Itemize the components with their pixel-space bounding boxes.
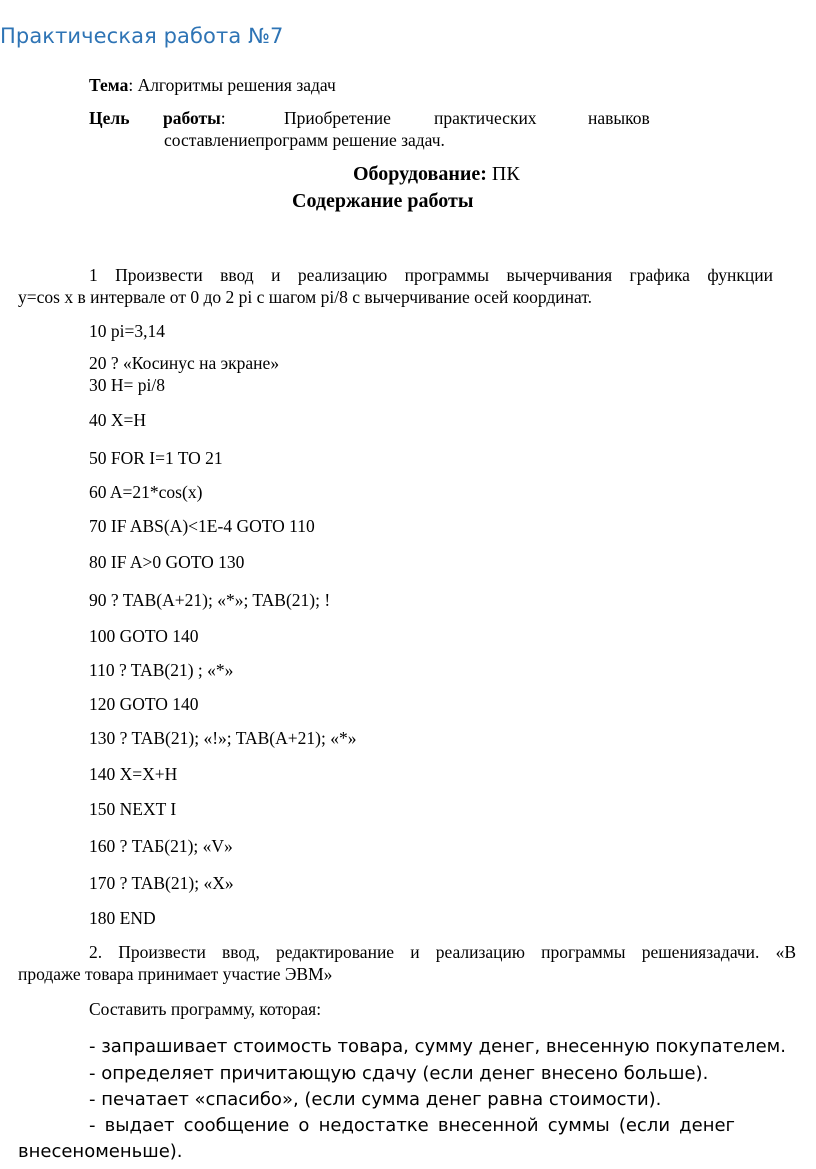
goal-line-2: составлениепрограмм решение задач. [164, 130, 445, 150]
program-line: 110 ? TAB(21) ; «*» [89, 660, 234, 680]
equipment-line [353, 163, 520, 186]
program-line: 30 H= pi/8 [89, 375, 165, 395]
program-line: 100 GOTO 140 [89, 626, 199, 646]
program-line: 170 ? TAB(21); «X» [89, 873, 234, 893]
requirement-item-last-line-2: внесеноменьше). [18, 1141, 183, 1162]
goal-label-1: Цель [89, 108, 130, 128]
program-line: 20 ? «Косинус на экране» [89, 353, 280, 373]
program-line: 180 END [89, 908, 156, 928]
program-line: 80 IF A>0 GOTO 130 [89, 552, 245, 572]
page-title: Практическая работа №7 [0, 24, 284, 48]
program-line: 60 A=21*cos(x) [89, 482, 203, 502]
program-line: 120 GOTO 140 [89, 694, 199, 714]
program-line: 40 X=H [89, 410, 147, 430]
program-line: 90 ? TAB(A+21); «*»; TAB(21); ! [89, 590, 331, 610]
compose-line: Составить программу, которая: [89, 999, 322, 1019]
program-line: 10 pi=3,14 [89, 321, 165, 341]
task2-line-1: 2. Произвести ввод, редактирование и реализацию программы решениязадачи. «В [89, 942, 796, 962]
task2-line-2: продаже товара принимает участие ЭВМ» [18, 964, 333, 984]
program-line: 50 FOR I=1 TO 21 [89, 448, 223, 468]
goal-label-2: работы: [163, 108, 226, 128]
equipment-label: Оборудование: [353, 163, 487, 185]
content-heading: Содержание работы [292, 190, 474, 212]
requirement-item: - определяет причитающую сдачу (если денег внесено больше). [89, 1063, 709, 1084]
program-line: 150 NEXT I [89, 799, 177, 819]
requirement-item-last-line-1: - выдает сообщение о недостатке внесенной суммы (если денег [89, 1115, 735, 1136]
goal-word-1: Приобретение [284, 108, 391, 128]
task1-line-1: 1 Произвести ввод и реализацию программы вычерчивания графика функции [89, 265, 773, 285]
topic-text: : Алгоритмы решения задач [128, 75, 336, 95]
program-line: 140 X=X+H [89, 764, 178, 784]
topic-label: Тема [89, 75, 129, 95]
requirement-item: - печатает «спасибо», (если сумма денег равна стоимости). [89, 1089, 662, 1110]
program-line: 160 ? ТАБ(21); «V» [89, 836, 233, 856]
equipment-value: ПК [486, 163, 520, 185]
program-line: 130 ? TAB(21); «!»; TAB(A+21); «*» [89, 728, 357, 748]
topic-line [89, 75, 336, 96]
program-line: 70 IF ABS(A)<1E-4 GOTO 110 [89, 516, 315, 536]
task1-line-2: y=cos x в интервале от 0 до 2 pi с шагом pi/8 с вычерчивание осей координат. [18, 287, 593, 307]
requirement-item: - запрашивает стоимость товара, сумму денег, внесенную покупателем. [89, 1036, 786, 1057]
goal-word-2: практических [434, 108, 537, 128]
goal-word-3: навыков [588, 108, 650, 128]
